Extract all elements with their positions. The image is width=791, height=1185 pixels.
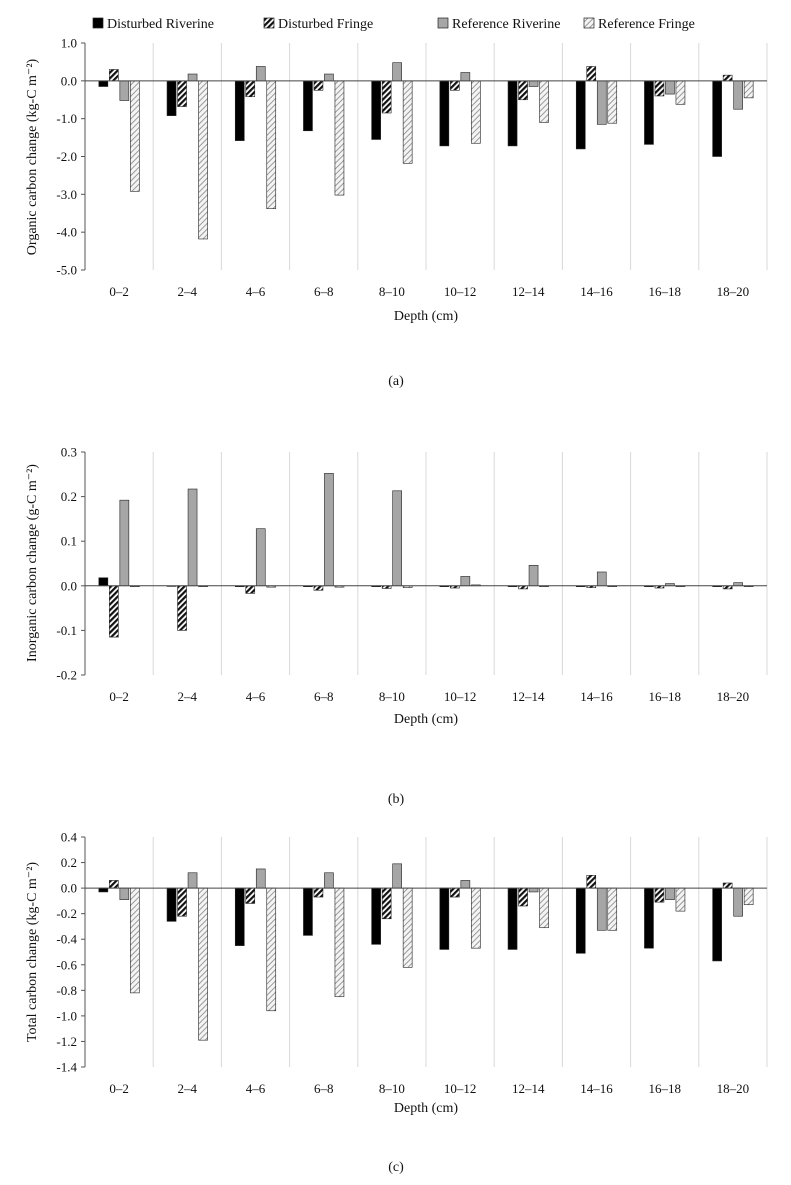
legend bbox=[93, 17, 695, 32]
bar-reference-fringe-8 bbox=[676, 81, 685, 104]
legend-label: Disturbed Riverine bbox=[107, 17, 214, 32]
bar-reference-riverine-4 bbox=[393, 864, 402, 888]
bar-reference-riverine-2 bbox=[256, 529, 265, 586]
x-axis-title: Depth (cm) bbox=[393, 309, 459, 324]
y-axis-title: Organic carbon change (kg-C m⁻²) bbox=[25, 58, 40, 256]
y-tick-label: 0.0 bbox=[60, 73, 77, 89]
x-tick-label: 2–4 bbox=[177, 284, 198, 299]
bar-reference-fringe-1 bbox=[199, 888, 208, 1040]
y-axis-title: Total carbon change (kg-C m⁻²) bbox=[25, 861, 40, 1043]
y-tick-label: -0.4 bbox=[56, 931, 77, 947]
bar-disturbed-fringe-0 bbox=[109, 69, 118, 80]
bar-reference-riverine-2 bbox=[256, 869, 265, 888]
bar-disturbed-riverine-5 bbox=[440, 81, 449, 146]
bar-disturbed-riverine-8 bbox=[644, 81, 653, 145]
bar-disturbed-fringe-0 bbox=[109, 586, 118, 637]
legend-item-reference-riverine bbox=[438, 17, 560, 32]
bar-reference-riverine-2 bbox=[256, 66, 265, 80]
bar-reference-fringe-2 bbox=[267, 888, 276, 1011]
bar-disturbed-fringe-1 bbox=[178, 81, 187, 107]
x-tick-label: 14–16 bbox=[580, 284, 613, 299]
y-tick-label: 0.3 bbox=[60, 444, 77, 460]
x-tick-label: 16–18 bbox=[648, 284, 681, 299]
bar-reference-fringe-6 bbox=[540, 888, 549, 928]
legend-swatch bbox=[93, 18, 103, 28]
y-tick-label: 0.4 bbox=[60, 829, 77, 845]
bar-disturbed-fringe-8 bbox=[655, 888, 664, 902]
y-tick-label: 0.2 bbox=[60, 855, 77, 871]
legend-swatch bbox=[438, 18, 448, 28]
x-tick-label: 8–10 bbox=[378, 1081, 405, 1096]
y-tick-label: -1.2 bbox=[56, 1033, 77, 1049]
chart-panel-2 bbox=[25, 445, 767, 808]
bar-reference-riverine-4 bbox=[393, 63, 402, 81]
bar-disturbed-riverine-5 bbox=[440, 888, 449, 949]
legend-item-disturbed-riverine bbox=[93, 17, 214, 32]
bar-disturbed-riverine-2 bbox=[235, 81, 244, 141]
x-axis-title: Depth (cm) bbox=[393, 1101, 459, 1116]
bar-reference-riverine-9 bbox=[734, 888, 743, 916]
bar-disturbed-riverine-0 bbox=[99, 81, 108, 87]
y-tick-label: 0.0 bbox=[60, 880, 77, 896]
bar-reference-fringe-5 bbox=[471, 888, 480, 948]
bar-reference-fringe-0 bbox=[130, 81, 139, 191]
bar-disturbed-riverine-9 bbox=[713, 888, 722, 961]
bar-disturbed-fringe-9 bbox=[723, 883, 732, 888]
bar-reference-riverine-4 bbox=[393, 491, 402, 586]
bar-reference-riverine-5 bbox=[461, 880, 470, 888]
y-tick-label: 0.0 bbox=[60, 578, 77, 594]
bar-reference-riverine-0 bbox=[120, 888, 129, 900]
bar-reference-riverine-7 bbox=[597, 81, 606, 125]
legend-item-reference-fringe bbox=[584, 17, 695, 32]
bar-reference-riverine-1 bbox=[188, 74, 197, 81]
y-axis-title: Inorganic carbon change (g-C m⁻²) bbox=[25, 464, 40, 662]
bar-reference-fringe-1 bbox=[199, 81, 208, 239]
bar-disturbed-fringe-7 bbox=[587, 875, 596, 888]
bar-disturbed-riverine-3 bbox=[303, 888, 312, 935]
bar-disturbed-fringe-3 bbox=[314, 888, 323, 897]
bar-reference-riverine-6 bbox=[529, 81, 538, 87]
bar-disturbed-fringe-4 bbox=[382, 888, 391, 919]
bar-disturbed-riverine-0 bbox=[99, 578, 108, 586]
y-tick-label: -4.0 bbox=[56, 224, 77, 240]
legend-label: Disturbed Fringe bbox=[278, 17, 374, 32]
bar-reference-riverine-1 bbox=[188, 489, 197, 586]
bar-disturbed-riverine-7 bbox=[576, 888, 585, 953]
bar-reference-riverine-7 bbox=[597, 888, 606, 930]
bar-reference-fringe-7 bbox=[608, 888, 617, 930]
bar-reference-riverine-8 bbox=[665, 81, 674, 94]
y-tick-label: -0.1 bbox=[56, 622, 77, 638]
y-tick-label: -2.0 bbox=[56, 149, 77, 164]
bar-reference-fringe-2 bbox=[267, 81, 276, 209]
x-tick-label: 6–8 bbox=[313, 689, 334, 704]
bar-reference-fringe-6 bbox=[540, 81, 549, 123]
x-tick-label: 14–16 bbox=[580, 689, 613, 704]
x-tick-label: 18–20 bbox=[716, 1081, 750, 1096]
bar-reference-riverine-6 bbox=[529, 888, 538, 892]
bar-disturbed-riverine-6 bbox=[508, 81, 517, 146]
bar-disturbed-fringe-3 bbox=[314, 81, 323, 90]
bar-disturbed-fringe-2 bbox=[246, 888, 255, 903]
bar-reference-fringe-9 bbox=[744, 888, 753, 905]
bar-reference-riverine-3 bbox=[324, 873, 333, 888]
bar-reference-riverine-8 bbox=[665, 888, 674, 900]
bar-reference-riverine-3 bbox=[324, 74, 333, 81]
bar-reference-riverine-7 bbox=[597, 572, 606, 586]
bar-reference-fringe-4 bbox=[403, 81, 412, 163]
x-tick-label: 0–2 bbox=[109, 689, 129, 704]
x-tick-label: 6–8 bbox=[313, 1081, 334, 1096]
bar-disturbed-fringe-2 bbox=[246, 81, 255, 97]
x-tick-label: 12–14 bbox=[512, 689, 545, 704]
bar-disturbed-fringe-2 bbox=[246, 586, 255, 594]
bar-reference-riverine-9 bbox=[734, 81, 743, 109]
x-tick-label: 2–4 bbox=[177, 689, 198, 704]
bar-reference-riverine-5 bbox=[461, 73, 470, 81]
bar-disturbed-fringe-5 bbox=[450, 888, 459, 897]
bar-disturbed-fringe-7 bbox=[587, 66, 596, 80]
legend-swatch bbox=[584, 18, 594, 28]
bar-reference-fringe-7 bbox=[608, 81, 617, 123]
x-tick-label: 8–10 bbox=[378, 689, 405, 704]
bar-disturbed-fringe-6 bbox=[519, 888, 528, 906]
bar-disturbed-riverine-1 bbox=[167, 888, 176, 921]
bar-disturbed-fringe-1 bbox=[178, 586, 187, 631]
x-tick-label: 10–12 bbox=[443, 689, 477, 704]
y-tick-label: -1.0 bbox=[56, 111, 77, 127]
bar-disturbed-riverine-3 bbox=[303, 81, 312, 131]
x-tick-label: 12–14 bbox=[512, 1081, 545, 1096]
y-tick-label: -1.4 bbox=[56, 1059, 77, 1075]
bar-disturbed-riverine-2 bbox=[235, 888, 244, 946]
x-tick-label: 0–2 bbox=[109, 284, 129, 299]
y-tick-label: -3.0 bbox=[56, 186, 77, 202]
bar-disturbed-fringe-5 bbox=[450, 81, 459, 90]
y-tick-label: 1.0 bbox=[60, 35, 77, 51]
bar-disturbed-riverine-4 bbox=[372, 81, 381, 140]
x-tick-label: 10–12 bbox=[443, 284, 477, 299]
x-tick-label: 4–6 bbox=[245, 1081, 266, 1096]
bar-reference-riverine-1 bbox=[188, 873, 197, 888]
x-tick-label: 16–18 bbox=[648, 1081, 681, 1096]
bar-reference-fringe-3 bbox=[335, 888, 344, 997]
bar-disturbed-riverine-9 bbox=[713, 81, 722, 157]
x-tick-label: 6–8 bbox=[313, 284, 334, 299]
y-tick-label: -0.2 bbox=[56, 667, 77, 683]
bar-reference-riverine-5 bbox=[461, 576, 470, 585]
bar-disturbed-fringe-8 bbox=[655, 81, 664, 96]
bar-reference-fringe-8 bbox=[676, 888, 685, 911]
x-axis-title: Depth (cm) bbox=[393, 712, 459, 727]
chart-panel-3 bbox=[25, 830, 767, 1176]
bar-reference-riverine-3 bbox=[324, 473, 333, 585]
bar-reference-fringe-5 bbox=[471, 81, 480, 143]
y-tick-label: 0.2 bbox=[60, 489, 77, 505]
x-tick-label: 4–6 bbox=[245, 689, 266, 704]
x-tick-label: 8–10 bbox=[378, 284, 405, 299]
y-tick-label: -0.8 bbox=[56, 982, 77, 998]
bar-disturbed-fringe-4 bbox=[382, 81, 391, 113]
x-tick-label: 16–18 bbox=[648, 689, 681, 704]
bar-disturbed-riverine-0 bbox=[99, 888, 108, 892]
bar-reference-riverine-6 bbox=[529, 565, 538, 586]
y-tick-label: -0.2 bbox=[56, 906, 77, 922]
legend-label: Reference Riverine bbox=[452, 17, 561, 32]
x-tick-label: 18–20 bbox=[716, 284, 750, 299]
panel-label: (a) bbox=[388, 374, 404, 389]
y-tick-label: 0.1 bbox=[60, 533, 77, 549]
bar-disturbed-riverine-7 bbox=[576, 81, 585, 149]
bar-disturbed-fringe-1 bbox=[178, 888, 187, 916]
y-tick-label: -1.0 bbox=[56, 1008, 77, 1024]
bar-reference-riverine-0 bbox=[120, 81, 129, 101]
bar-disturbed-riverine-1 bbox=[167, 81, 176, 116]
x-tick-label: 14–16 bbox=[580, 1081, 613, 1096]
bar-reference-fringe-4 bbox=[403, 888, 412, 967]
x-tick-label: 4–6 bbox=[245, 284, 266, 299]
panel-label: (b) bbox=[387, 792, 405, 807]
legend-item-disturbed-fringe bbox=[264, 17, 373, 32]
bar-disturbed-riverine-8 bbox=[644, 888, 653, 948]
bar-disturbed-fringe-0 bbox=[109, 880, 118, 888]
x-tick-label: 2–4 bbox=[177, 1081, 198, 1096]
x-tick-label: 12–14 bbox=[512, 284, 545, 299]
bar-reference-fringe-0 bbox=[130, 888, 139, 993]
x-tick-label: 18–20 bbox=[716, 689, 750, 704]
x-tick-label: 0–2 bbox=[109, 1081, 129, 1096]
bar-reference-fringe-9 bbox=[744, 81, 753, 98]
y-tick-label: -0.6 bbox=[56, 957, 77, 973]
chart-panel-1 bbox=[25, 36, 767, 390]
legend-swatch bbox=[264, 18, 274, 28]
x-tick-label: 10–12 bbox=[443, 1081, 477, 1096]
bar-disturbed-riverine-4 bbox=[372, 888, 381, 944]
bar-reference-riverine-0 bbox=[120, 500, 129, 586]
y-tick-label: -5.0 bbox=[56, 262, 77, 278]
bar-disturbed-fringe-6 bbox=[519, 81, 528, 100]
panel-label: (c) bbox=[388, 1160, 404, 1175]
bar-disturbed-riverine-6 bbox=[508, 888, 517, 949]
legend-label: Reference Fringe bbox=[598, 17, 695, 32]
bar-disturbed-fringe-3 bbox=[314, 586, 323, 590]
bar-reference-fringe-3 bbox=[335, 81, 344, 195]
bar-disturbed-fringe-9 bbox=[723, 75, 732, 81]
